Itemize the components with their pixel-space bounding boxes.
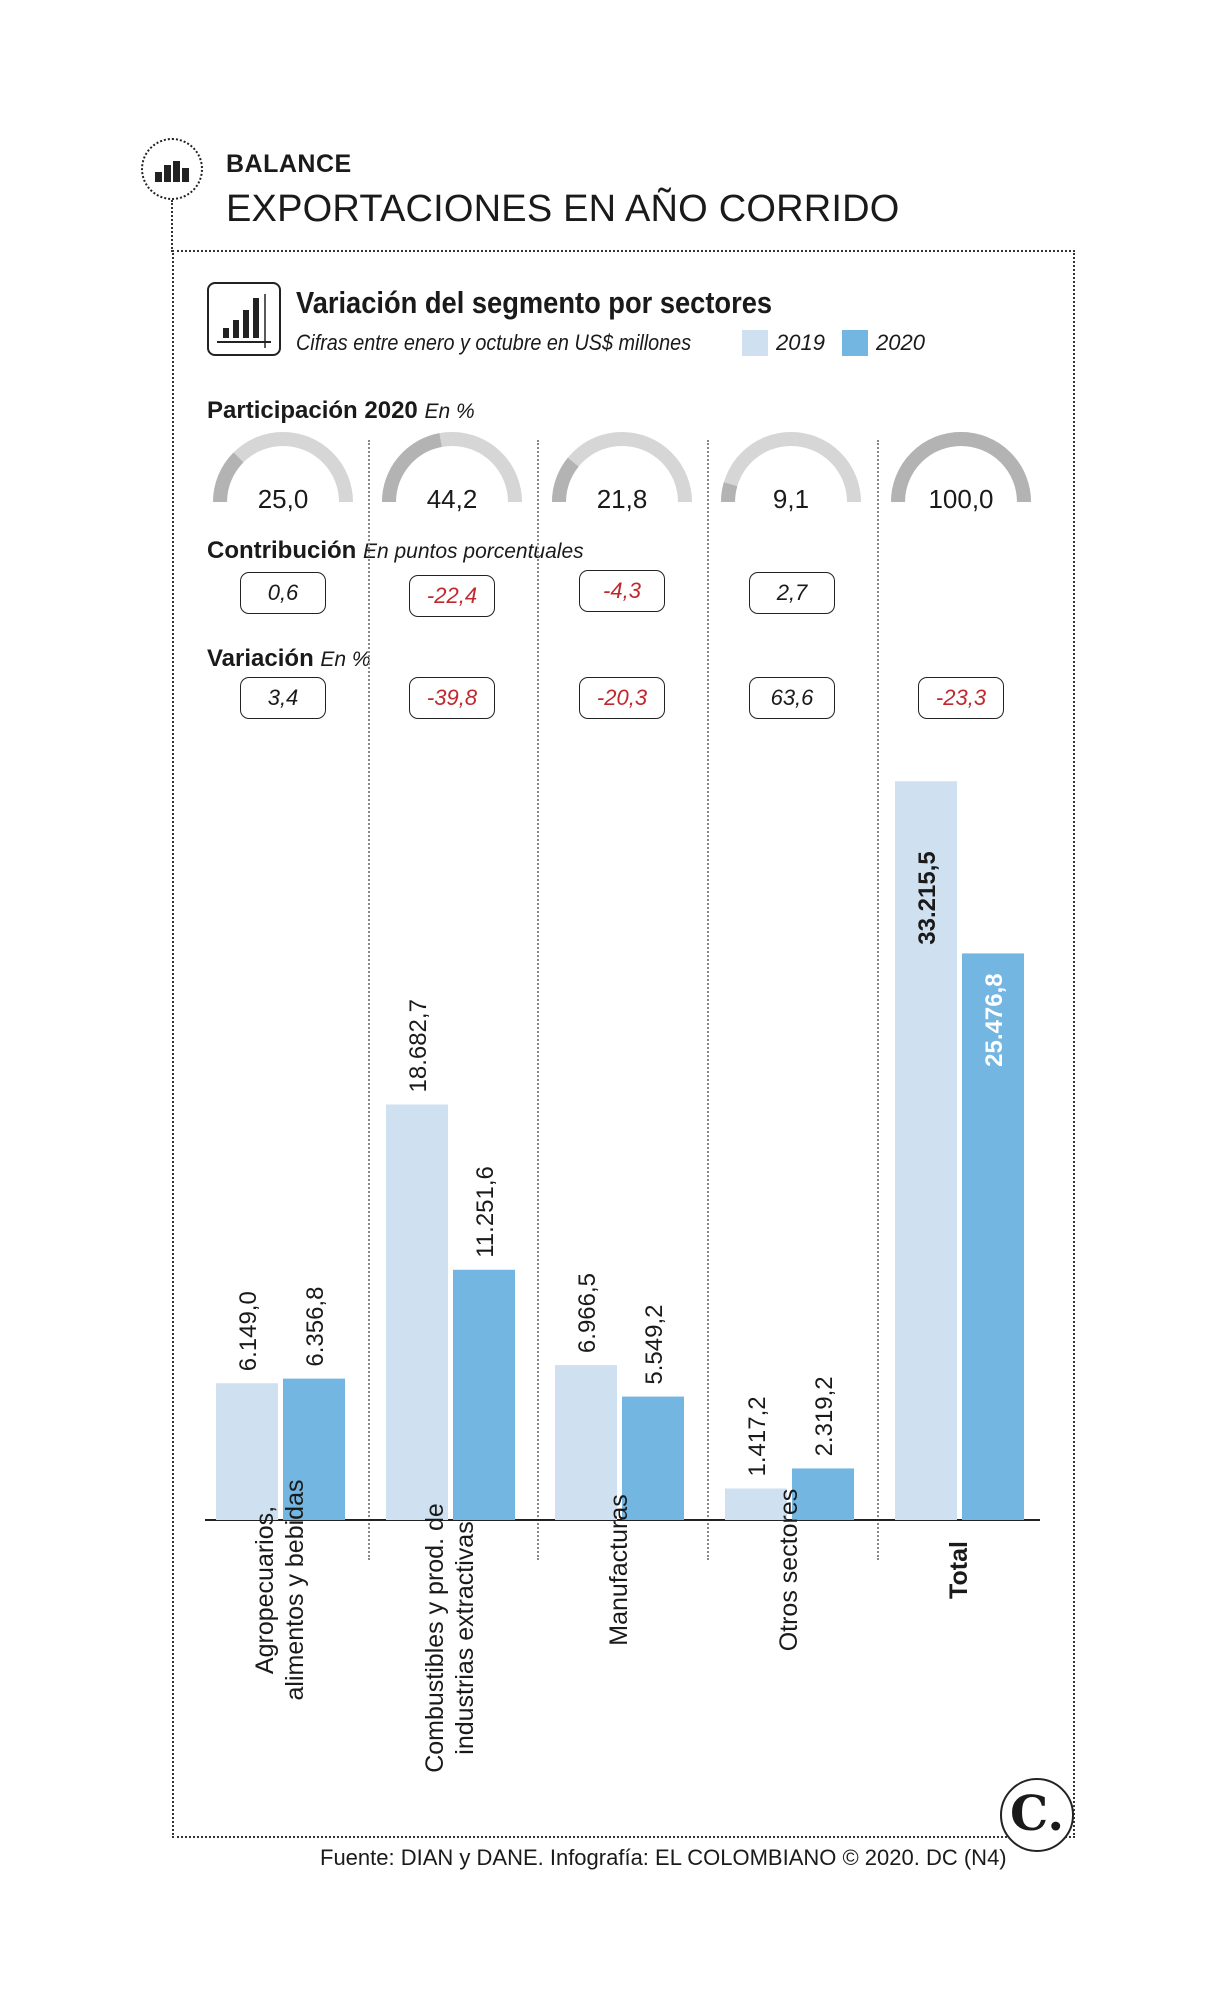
variacion-pill: -20,3	[579, 677, 665, 719]
bar-value-label-2020: 11.251,6	[472, 1166, 499, 1258]
variacion-pill: -23,3	[918, 677, 1004, 719]
contribucion-label: Contribución	[207, 537, 357, 564]
participacion-value: 25,0	[257, 484, 309, 514]
source-credit: Fuente: DIAN y DANE. Infografía: EL COLOMBIANO © 2020. DC (N4)	[320, 1845, 1007, 1870]
category-label: Combustibles y prod. de industrias extractivas	[421, 1503, 479, 1773]
bar-value-label-2020: 25.476,8	[981, 973, 1008, 1067]
contribucion-pill: 2,7	[749, 572, 835, 614]
participacion-unit: En %	[424, 400, 475, 423]
variacion-pill: 63,6	[749, 677, 835, 719]
bar-value-label-2019: 6.966,5	[574, 1272, 601, 1354]
el-colombiano-logo: C.	[1000, 1778, 1074, 1852]
chart-subtitle: Cifras entre enero y octubre en US$ millones	[296, 330, 692, 355]
bar-value-label-2019: 33.215,5	[914, 851, 941, 945]
category-label: Otros sectores	[775, 1488, 803, 1652]
category-label: Manufacturas	[605, 1494, 633, 1646]
page-title: EXPORTACIONES EN AÑO CORRIDO	[226, 188, 900, 230]
participacion-value: 44,2	[426, 484, 478, 514]
category-label: Agropecuarios, alimentos y bebidas	[251, 1479, 309, 1701]
variacion-unit: En %	[320, 648, 371, 671]
participacion-value: 21,8	[596, 484, 648, 514]
bar-value-label-2020: 5.549,2	[641, 1304, 668, 1385]
variacion-pill: -39,8	[409, 677, 495, 719]
contribucion-pill: -22,4	[409, 575, 495, 617]
bar-value-label-2019: 18.682,7	[405, 999, 432, 1093]
chart-title: Variación del segmento por sectores	[296, 285, 773, 320]
bar-2019	[386, 1104, 448, 1520]
category-label: Total	[945, 1541, 973, 1599]
bar-value-label-2020: 2.319,2	[811, 1376, 838, 1457]
contribucion-pill: 0,6	[240, 572, 326, 614]
section-kicker: BALANCE	[226, 150, 352, 178]
legend-label-2019: 2019	[776, 330, 825, 355]
contribucion-unit: En puntos porcentuales	[362, 540, 584, 563]
variacion-pill: 3,4	[240, 677, 326, 719]
contribucion-pill: -4,3	[579, 570, 665, 612]
legend-label-2020: 2020	[876, 330, 925, 355]
variacion-label: Variación	[207, 645, 314, 672]
participacion-label: Participación 2020	[207, 397, 418, 424]
bar-value-label-2019: 1.417,2	[744, 1396, 771, 1477]
participacion-value: 100,0	[928, 484, 994, 514]
bar-value-label-2019: 6.149,0	[235, 1291, 262, 1372]
bar-value-label-2020: 6.356,8	[302, 1286, 329, 1367]
participacion-value: 9,1	[772, 484, 810, 514]
